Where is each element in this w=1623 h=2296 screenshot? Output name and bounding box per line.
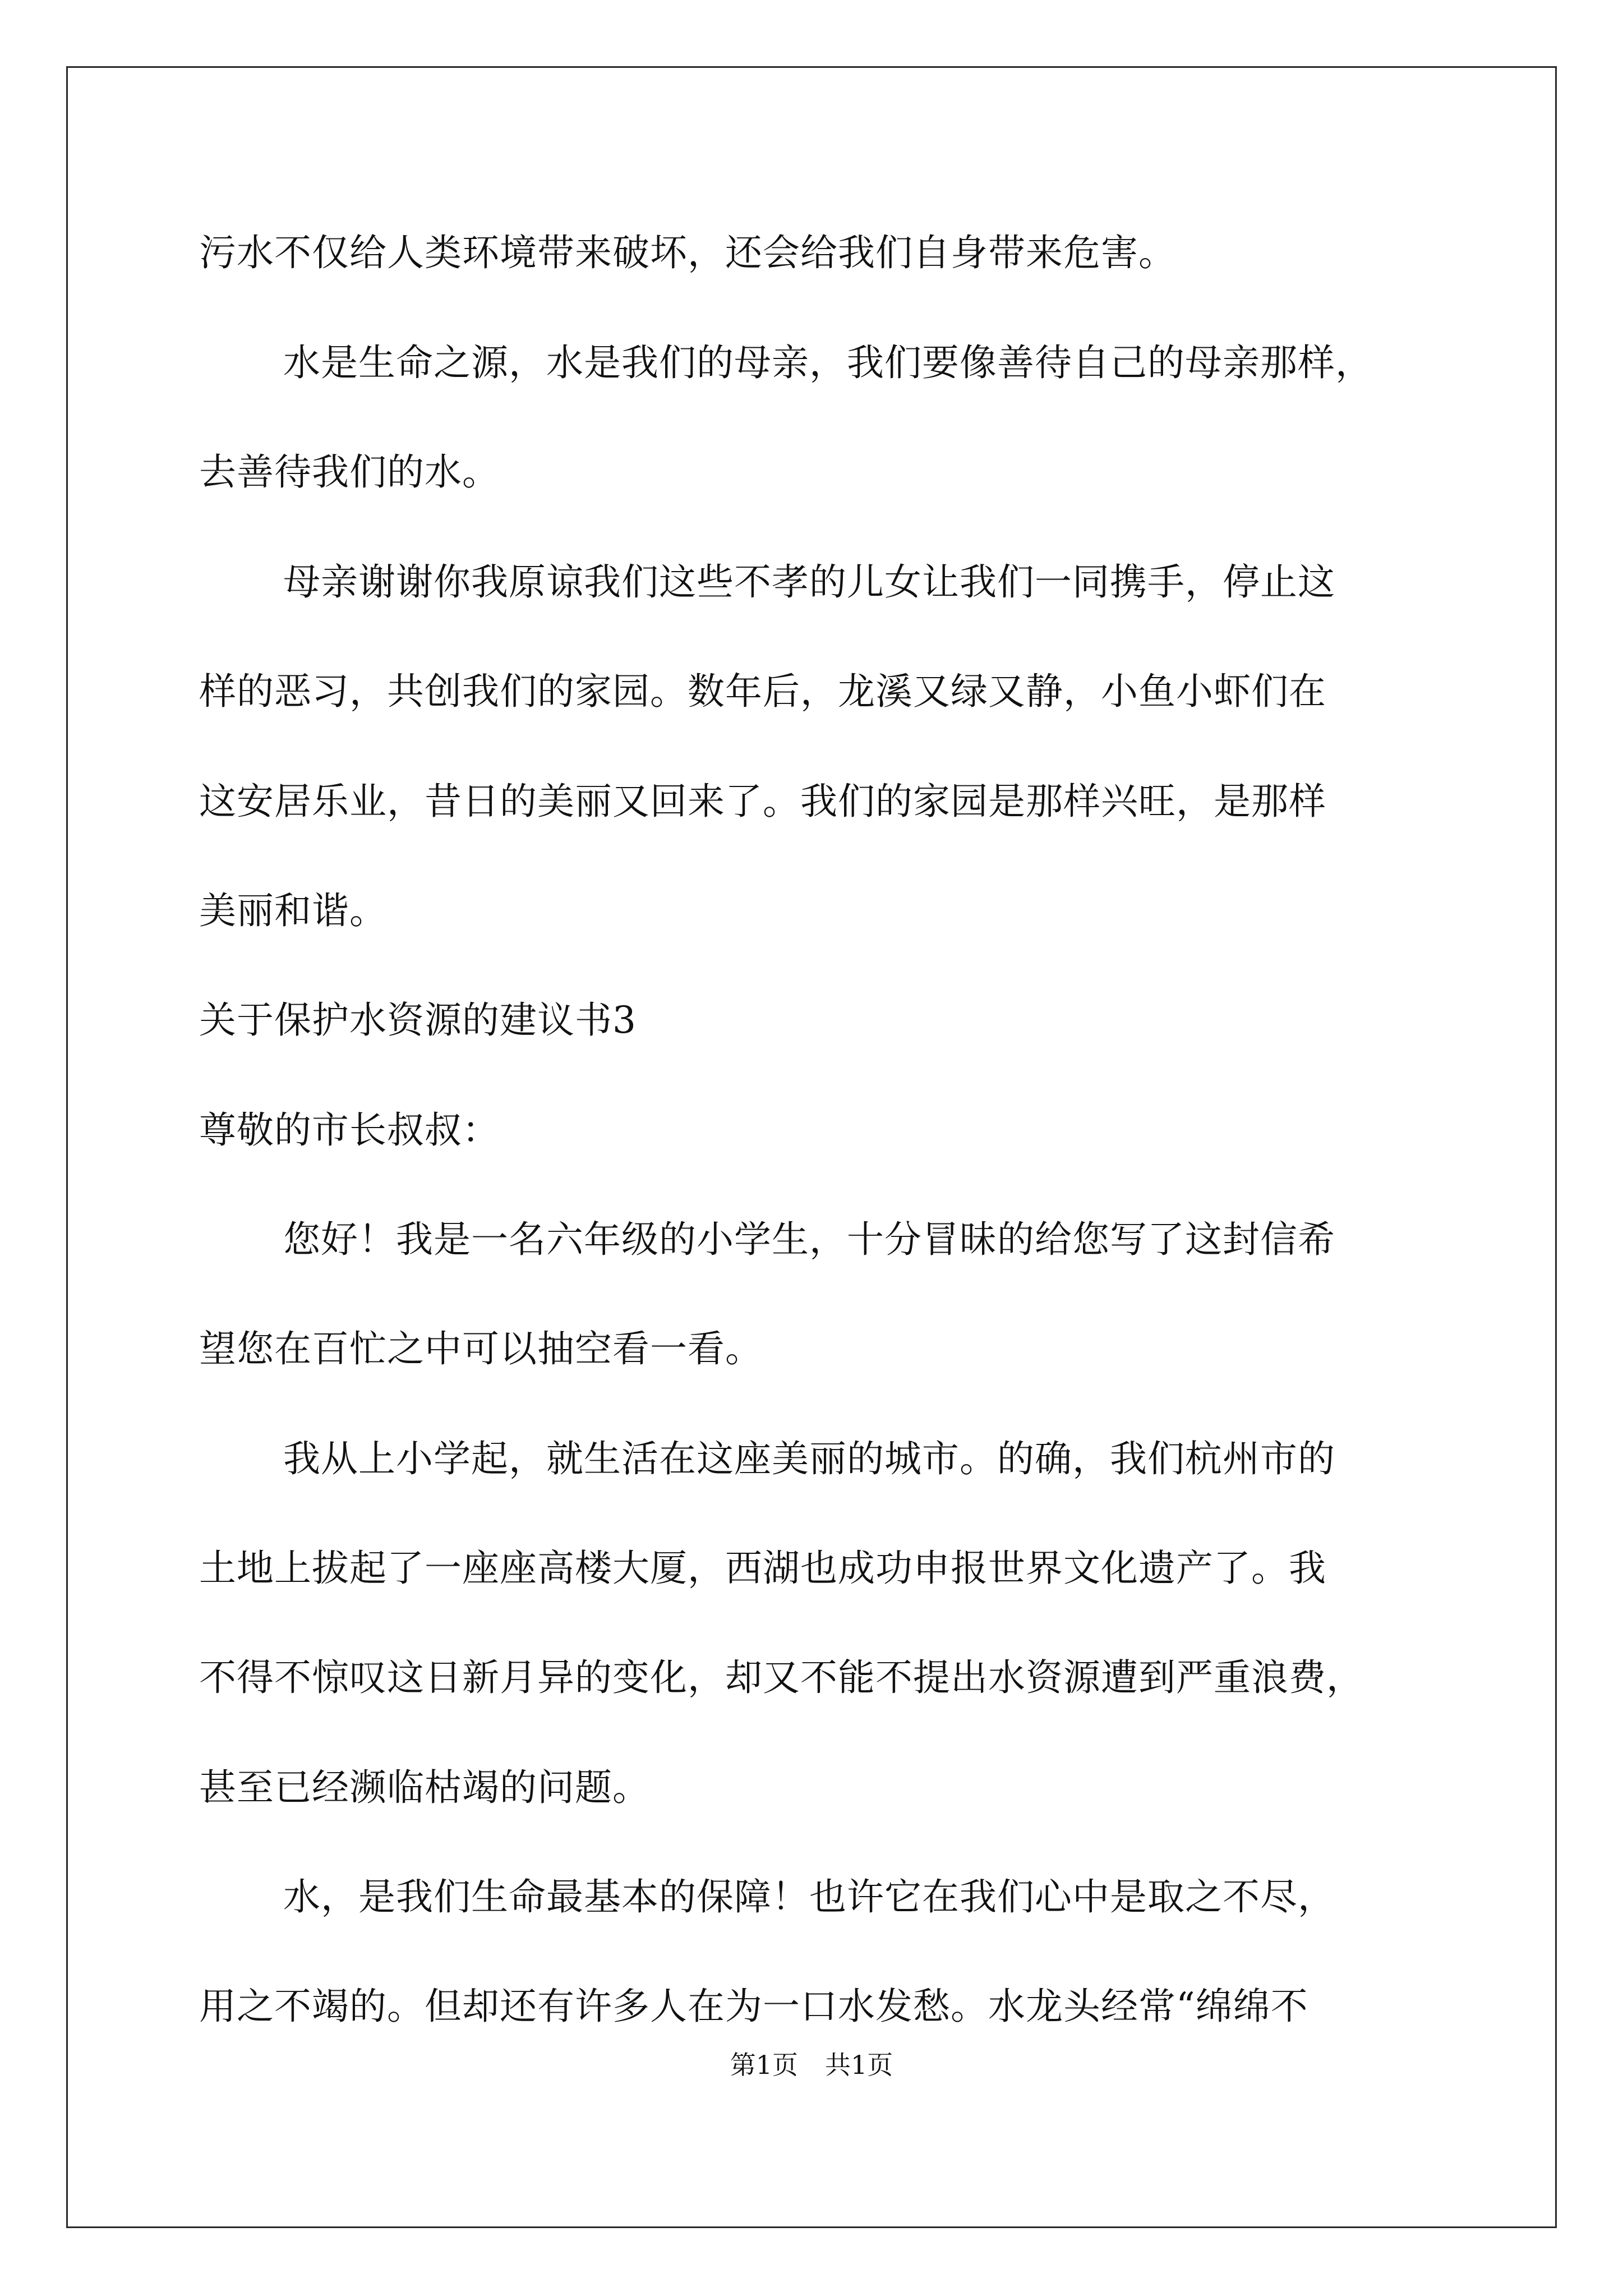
text-line-6: 这安居乐业，昔日的美丽又回来了。我们的家园是那样兴旺，是那样 bbox=[199, 780, 1326, 823]
text-line-12: 我从上小学起，就生活在这座美丽的城市。的确，我们杭州市的 bbox=[283, 1437, 1335, 1480]
text-line-4: 母亲谢谢你我原谅我们这些不孝的儿女让我们一同携手，停止这 bbox=[283, 560, 1335, 604]
text-line-11: 望您在百忙之中可以抽空看一看。 bbox=[199, 1327, 763, 1370]
section-heading: 关于保护水资源的建议书3 bbox=[199, 999, 637, 1042]
text-line-3: 去善待我们的水。 bbox=[199, 450, 500, 494]
text-line-14: 不得不惊叹这日新月异的变化，却又不能不提出水资源遭到严重浪费， bbox=[199, 1656, 1364, 1699]
page-number: 第1页 bbox=[730, 2050, 798, 2080]
text-line-15: 甚至已经濒临枯竭的问题。 bbox=[199, 1766, 650, 1809]
page-total: 共1页 bbox=[825, 2050, 893, 2080]
text-line-7: 美丽和谐。 bbox=[199, 889, 387, 932]
text-line-5: 样的恶习，共创我们的家园。数年后，龙溪又绿又静，小鱼小虾们在 bbox=[199, 670, 1326, 713]
text-line-16: 水，是我们生命最基本的保障！也许它在我们心中是取之不尽， bbox=[283, 1875, 1335, 1918]
salutation: 尊敬的市长叔叔： bbox=[199, 1108, 500, 1152]
text-line-2: 水是生命之源，水是我们的母亲，我们要像善待自己的母亲那样， bbox=[283, 341, 1373, 384]
text-line-13: 土地上拔起了一座座高楼大厦，西湖也成功申报世界文化遗产了。我 bbox=[199, 1547, 1326, 1590]
page-footer bbox=[0, 2052, 1623, 2078]
text-line-10: 您好！我是一名六年级的小学生，十分冒昧的给您写了这封信希 bbox=[283, 1218, 1335, 1261]
text-line-1: 污水不仅给人类环境带来破坏，还会给我们自身带来危害。 bbox=[199, 231, 1176, 274]
text-line-17: 用之不竭的。但却还有许多人在为一口水发愁。水龙头经常“绵绵不 bbox=[199, 1985, 1308, 2028]
